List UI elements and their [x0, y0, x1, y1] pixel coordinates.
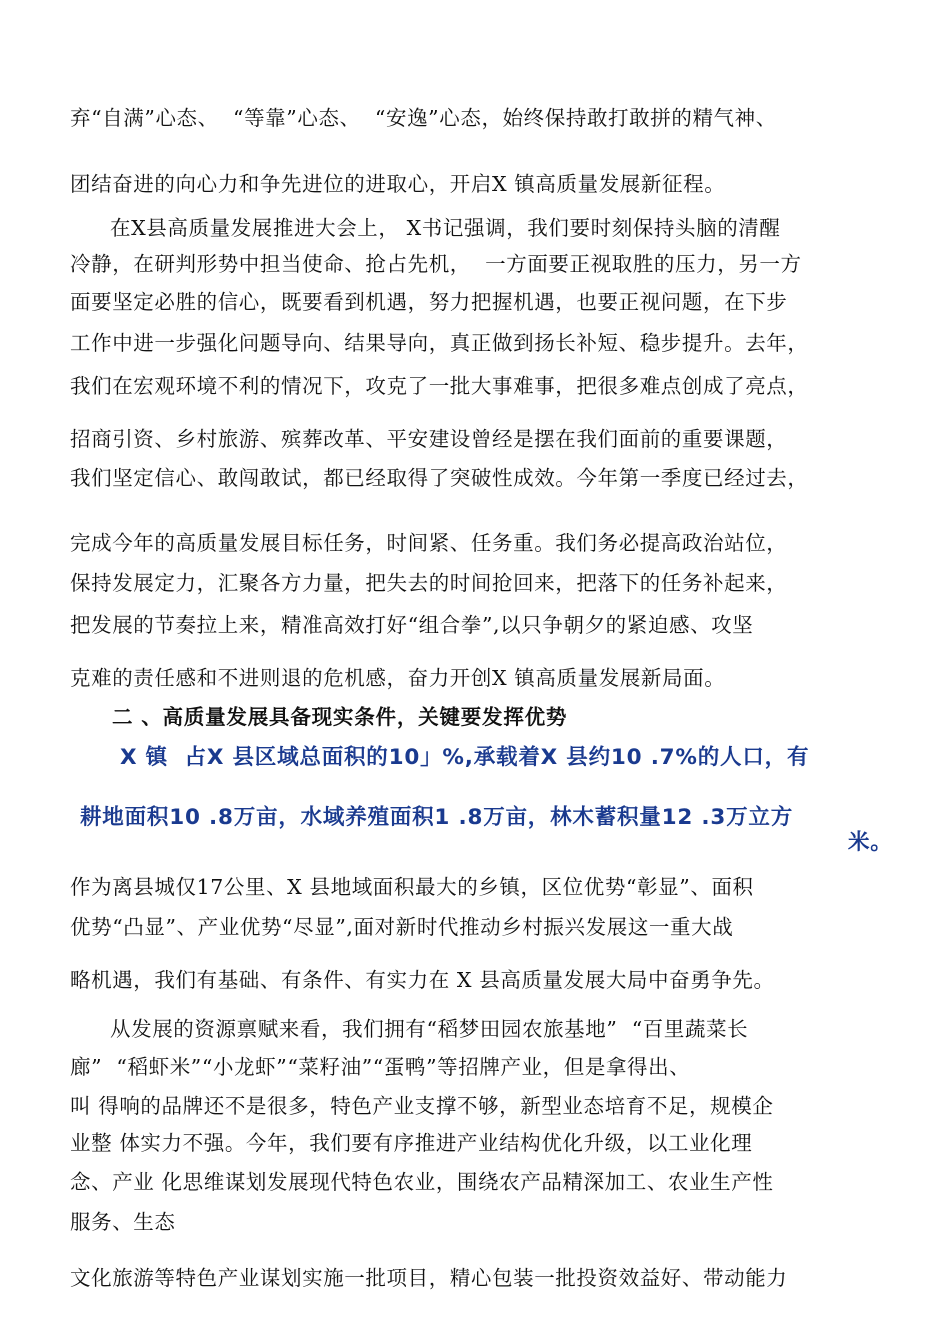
highlight-line: X 镇 占X 县区域总面积的10」%,承载着X 县约10 .7%的人口，有 [120, 745, 810, 770]
paragraph-line: 念、产业 化思维谋划发展现代特色农业，围绕农产品精深加工、农业生产性 [70, 1170, 774, 1194]
paragraph-line: 我们在宏观环境不利的情况下，攻克了一批大事难事，把很多难点创成了亮点， [70, 374, 809, 398]
paragraph-line: 工作中进一步强化问题导向、结果导向，真正做到扬长补短、稳步提升。去年， [70, 331, 809, 355]
paragraph-line: 招商引资、乡村旅游、殡葬改革、平安建设曾经是摆在我们面前的重要课题， [70, 427, 788, 451]
paragraph-line: 克难的责任感和不进则退的危机感，奋力开创X 镇高质量发展新局面。 [70, 666, 726, 690]
paragraph-line: 我们坚定信心、敢闯敢试，都已经取得了突破性成效。今年第一季度已经过去， [70, 466, 809, 490]
paragraph-line: 优势“凸显”、产业优势“尽显”,面对新时代推动乡村振兴发展这一重大战 [70, 915, 734, 939]
paragraph-line: 保持发展定力，汇聚各方力量，把失去的时间抢回来，把落下的任务补起来， [70, 571, 788, 595]
paragraph-line: 弃“自满”心态、 “等靠”心态、 “安逸”心态，始终保持敢打敢拼的精气神、 [70, 106, 777, 130]
paragraph-line: 把发展的节奏拉上来，精准高效打好“组合拳”,以只争朝夕的紧迫感、攻坚 [70, 613, 754, 637]
paragraph-line: 在X县高质量发展推进大会上， X书记强调，我们要时刻保持头脑的清醒 [110, 216, 781, 240]
paragraph-line: 廊” “稻虾米”“小龙虾”“菜籽油”“蛋鸭”等招牌产业，但是拿得出、 [70, 1055, 691, 1079]
paragraph-line: 服务、生态 [70, 1210, 176, 1234]
paragraph-line: 文化旅游等特色产业谋划实施一批项目，精心包装一批投资效益好、带动能力 [70, 1266, 788, 1290]
paragraph-line: 从发展的资源禀赋来看，我们拥有“稻梦田园农旅基地” “百里蔬菜长 [110, 1017, 749, 1041]
paragraph-line: 略机遇，我们有基础、有条件、有实力在 X 县高质量发展大局中奋勇争先。 [70, 968, 775, 992]
paragraph-line: 叫 得响的品牌还不是很多，特色产业支撑不够，新型业态培育不足，规模企 [70, 1094, 774, 1118]
paragraph-line: 面要坚定必胜的信心，既要看到机遇，努力把握机遇，也要正视问题，在下步 [70, 290, 788, 314]
paragraph-line: 业整 体实力不强。今年，我们要有序推进产业结构优化升级，以工业化理 [70, 1131, 753, 1155]
section-heading: 二 、高质量发展具备现实条件，关键要发挥优势 [112, 705, 568, 729]
paragraph-line: 完成今年的高质量发展目标任务，时间紧、任务重。我们务必提高政治站位， [70, 531, 788, 555]
paragraph-line: 冷静，在研判形势中担当使命、抢占先机， 一方面要正视取胜的压力，另一方 [70, 252, 802, 276]
paragraph-line: 团结奋进的向心力和争先进位的进取心，开启X 镇高质量发展新征程。 [70, 172, 726, 196]
highlight-line: 米。 [848, 830, 893, 855]
paragraph-line: 作为离县城仅17公里、X 县地域面积最大的乡镇，区位优势“彰显”、面积 [70, 875, 754, 899]
highlight-line: 耕地面积10 .8万亩，水域养殖面积1 .8万亩，林木蓄积量12 .3万立方 [80, 805, 794, 830]
